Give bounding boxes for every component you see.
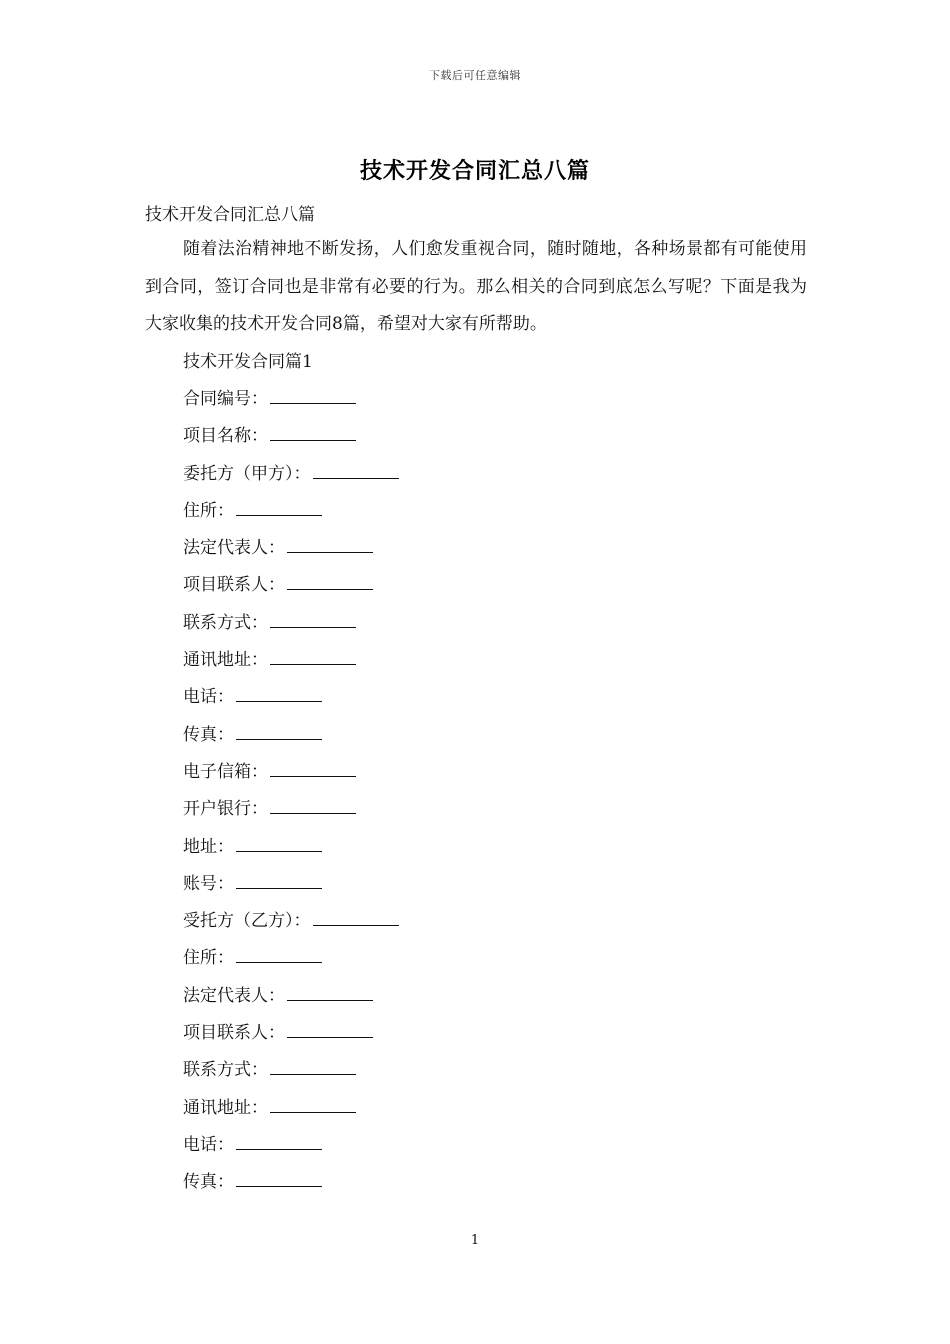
contract-field-label: 通讯地址： (183, 650, 268, 671)
contract-field-label: 项目联系人： (183, 575, 285, 596)
contract-field-row (183, 385, 399, 422)
contract-field-label: 通讯地址： (183, 1097, 268, 1118)
contract-field-blank (287, 1022, 373, 1038)
contract-field-row (183, 609, 399, 646)
contract-field-row (183, 460, 399, 497)
contract-field-blank (287, 985, 373, 1001)
contract-field-label: 法定代表人： (183, 985, 285, 1006)
contract-field-row (183, 1019, 399, 1056)
contract-field-blank (270, 1097, 356, 1113)
contract-field-label: 委托方（甲方）： (183, 463, 311, 484)
contract-field-blank (270, 649, 356, 665)
intro-paragraph: 随着法治精神地不断发扬，人们愈发重视合同，随时随地，各种场景都有可能使用到合同，签订合同也是非常有必要的行为。那么相关的合同到底怎么写呢？下面是我为大家收集的技术开发合同8篇，希望对大家有所帮助。 (145, 239, 807, 334)
page-number: 1 (470, 1233, 480, 1248)
contract-field-row (183, 1168, 399, 1205)
contract-field-blank (270, 612, 356, 628)
contract-field-blank (236, 1171, 322, 1187)
contract-field-row (183, 646, 399, 683)
contract-field-blank (236, 836, 322, 852)
contract-field-blank (270, 425, 356, 441)
contract-field-label: 住所： (183, 948, 234, 969)
contract-field-row (183, 870, 399, 907)
contract-field-label: 项目联系人： (183, 1023, 285, 1044)
contract-field-label: 账号： (183, 873, 234, 894)
contract-field-row (183, 833, 399, 870)
contract-field-row (183, 571, 399, 608)
contract-field-blank (270, 798, 356, 814)
contract-field-row (183, 497, 399, 534)
contract-field-list (183, 385, 399, 1206)
contract-field-label: 电话： (183, 1134, 234, 1155)
contract-field-label: 联系方式： (183, 1060, 268, 1081)
contract-field-blank (236, 686, 322, 702)
contract-field-label: 开户银行： (183, 799, 268, 820)
contract-field-row (183, 721, 399, 758)
contract-field-blank (236, 947, 322, 963)
contract-field-label: 受托方（乙方）： (183, 911, 311, 932)
contract-field-blank (287, 537, 373, 553)
contract-field-blank (287, 574, 373, 590)
contract-field-label: 法定代表人： (183, 538, 285, 559)
contract-field-row (183, 1131, 399, 1168)
contract-field-row (183, 1056, 399, 1093)
contract-field-blank (236, 724, 322, 740)
contract-field-label: 住所： (183, 500, 234, 521)
contract-field-row (183, 422, 399, 459)
contract-field-blank (270, 388, 356, 404)
contract-field-label: 电子信箱： (183, 761, 268, 782)
contract-field-row (183, 907, 399, 944)
contract-field-label: 电话： (183, 687, 234, 708)
contract-field-blank (270, 761, 356, 777)
contract-field-row (183, 1094, 399, 1131)
contract-field-row (183, 758, 399, 795)
page-header-note: 下载后可任意编辑 (429, 69, 521, 82)
contract-field-row (183, 683, 399, 720)
contract-field-label: 传真： (183, 1172, 234, 1193)
contract-field-blank (236, 873, 322, 889)
contract-field-label: 项目名称： (183, 426, 268, 447)
contract-field-label: 传真： (183, 724, 234, 745)
contract-field-row (183, 944, 399, 981)
contract-field-label: 地址： (183, 836, 234, 857)
contract-field-row (183, 534, 399, 571)
contract-field-blank (236, 500, 322, 516)
contract-field-blank (313, 463, 399, 479)
contract-field-blank (313, 910, 399, 926)
contract-field-label: 联系方式： (183, 612, 268, 633)
document-subtitle: 技术开发合同汇总八篇 (145, 205, 315, 225)
document-title: 技术开发合同汇总八篇 (359, 158, 590, 184)
section-heading: 技术开发合同篇1 (183, 352, 313, 372)
contract-field-row (183, 982, 399, 1019)
contract-field-row (183, 795, 399, 832)
contract-field-blank (236, 1134, 322, 1150)
contract-field-label: 合同编号： (183, 389, 268, 409)
contract-field-blank (270, 1059, 356, 1075)
